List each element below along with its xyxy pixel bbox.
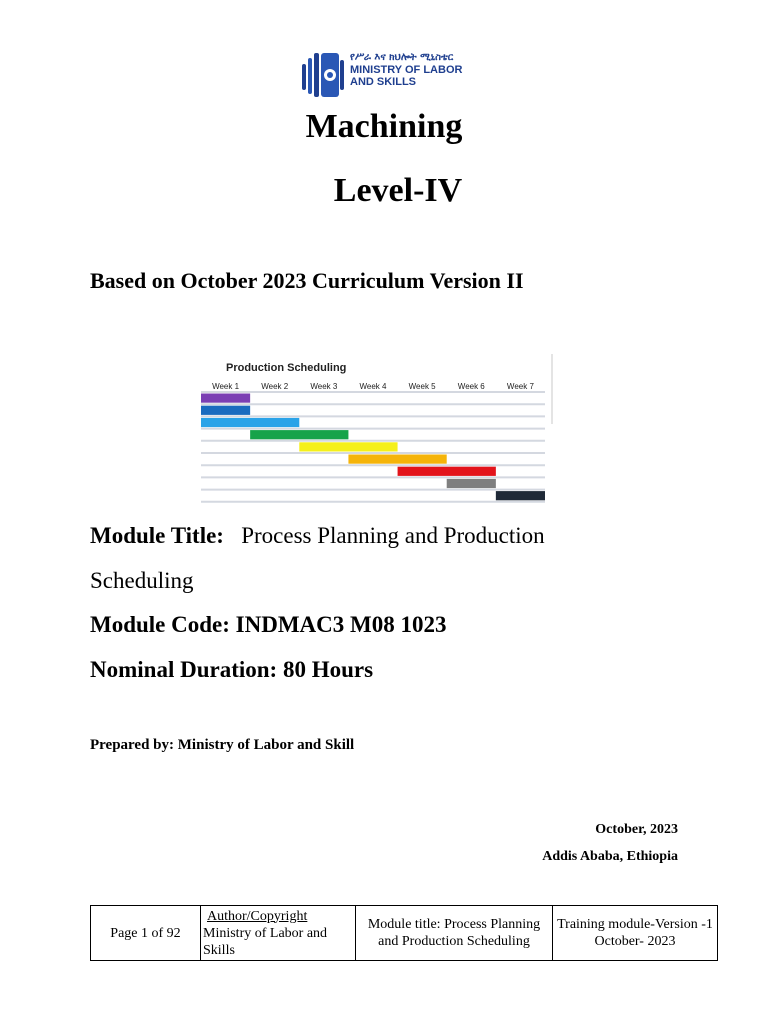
chart-title: Production Scheduling [226, 362, 347, 374]
logo-amharic: የሥራ እና ክህሎት ሚኒስቴር [350, 52, 454, 63]
footer-author-value: Ministry of Labor and Skills [203, 925, 328, 958]
module-title-label: Module Title: [90, 523, 224, 548]
week-label: Week 1 [212, 382, 240, 391]
footer-table [90, 905, 718, 961]
task-bar [348, 455, 446, 464]
document-place: Addis Ababa, Ethiopia [542, 849, 678, 864]
week-label: Week 4 [359, 382, 387, 391]
week-label: Week 2 [261, 382, 289, 391]
logo-line-1: MINISTRY OF LABOR [350, 64, 463, 76]
level-title: Level-IV [333, 172, 463, 209]
task-bar [496, 491, 545, 500]
module-title-line [90, 523, 545, 549]
task-bar [250, 430, 348, 439]
footer-version: Training module-Version -1 [557, 917, 713, 932]
task-bar [201, 394, 250, 403]
logo-line-2: AND SKILLS [350, 76, 416, 88]
task-bar [201, 418, 299, 427]
week-label: Week 5 [408, 382, 436, 391]
footer-row [91, 906, 718, 961]
document-title: Machining [305, 108, 463, 145]
task-bar [398, 467, 496, 476]
prepared-by: Prepared by: Ministry of Labor and Skill [90, 737, 355, 753]
footer-version-cell [553, 906, 718, 961]
task-bar [447, 479, 496, 488]
footer-author-cell [201, 906, 356, 961]
week-label: Week 7 [506, 382, 534, 391]
task-bar [299, 442, 397, 451]
module-title-value: Process Planning and Production [241, 523, 545, 548]
footer-module-title: Module title: Process Planning and Production Scheduling [356, 906, 553, 961]
week-label: Week 3 [310, 382, 338, 391]
footer-version-date: October- 2023 [594, 934, 676, 949]
ministry-logo-icon [300, 50, 346, 100]
footer-author-label: Author/Copyright [207, 908, 308, 924]
nominal-duration: Nominal Duration: 80 Hours [90, 657, 374, 682]
document-date: October, 2023 [595, 822, 678, 837]
task-bar [201, 406, 250, 415]
production-scheduling-chart [188, 354, 556, 506]
module-title-continued: Scheduling [90, 568, 194, 593]
curriculum-heading: Based on October 2023 Curriculum Version II [90, 268, 524, 293]
logo-text [350, 52, 462, 88]
ministry-logo [300, 48, 475, 104]
footer-page-number: Page 1 of 92 [91, 906, 201, 961]
week-label: Week 6 [457, 382, 485, 391]
module-code: Module Code: INDMAC3 M08 1023 [90, 612, 447, 637]
